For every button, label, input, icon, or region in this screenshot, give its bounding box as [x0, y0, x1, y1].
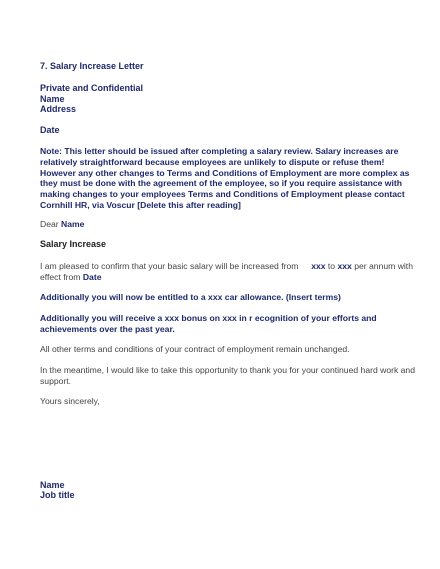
closing: Yours sincerely,: [40, 396, 100, 406]
letter-heading: 7. Salary Increase Letter: [40, 61, 144, 71]
effect-from-text: effect from: [40, 272, 81, 282]
note-line: making changes to your employees Terms and Conditions of Employment please contact: [40, 189, 405, 200]
paragraph-car-allowance: Additionally you will now be entitled to a xxx car allowance. (Insert terms): [40, 292, 341, 302]
salary-text: I am pleased to confirm that your basic salary will be increased from: [40, 261, 299, 271]
salary-to-word: to: [327, 261, 336, 271]
note-line: they must be done with the agreement of the employee, so if you require assistance with: [40, 178, 402, 189]
note-line: Note: This letter should be issued after completing a salary review. Salary increases are: [40, 146, 399, 156]
salary-text-b: per annum with: [354, 261, 413, 271]
confidential-label: Private and Confidential: [40, 83, 144, 93]
note-line: Cornhill HR, via Voscur [Delete this after reading]: [40, 199, 241, 210]
salutation-prefix: Dear: [40, 219, 59, 229]
salary-to: xxx: [337, 261, 352, 271]
note-line: However any other changes to Terms and Conditions of Employment are more complex as: [40, 167, 410, 178]
note-line: relatively straightforward because employees are unlikely to dispute or refuse them!: [40, 156, 385, 167]
recipient-address: Address: [40, 104, 77, 114]
paragraph-terms: All other terms and conditions of your contract of employment remain unchanged.: [40, 344, 350, 354]
thanks-line: In the meantime, I would like to take this opportunity to thank you for your continued hard work and: [40, 365, 415, 375]
letter-date: Date: [40, 125, 60, 135]
signature-title: Job title: [40, 490, 75, 500]
recipient-name: Name: [40, 94, 65, 104]
salutation-name: Name: [61, 219, 85, 229]
thanks-line: support.: [40, 376, 72, 386]
note-block: [40, 146, 409, 211]
paragraph-bonus: [40, 313, 377, 335]
paragraph-salary: [40, 261, 413, 283]
signature-name: Name: [40, 480, 65, 490]
bonus-line: Additionally you will receive a xxx bonus on xxx in r ecognition of your efforts and: [40, 313, 377, 323]
subject-line: Salary Increase: [40, 239, 107, 249]
salary-from: xxx: [311, 261, 326, 271]
effect-date: Date: [82, 272, 102, 282]
bonus-line: achievements over the past year.: [40, 324, 175, 334]
salutation: [40, 219, 84, 230]
paragraph-thanks: [40, 365, 415, 387]
